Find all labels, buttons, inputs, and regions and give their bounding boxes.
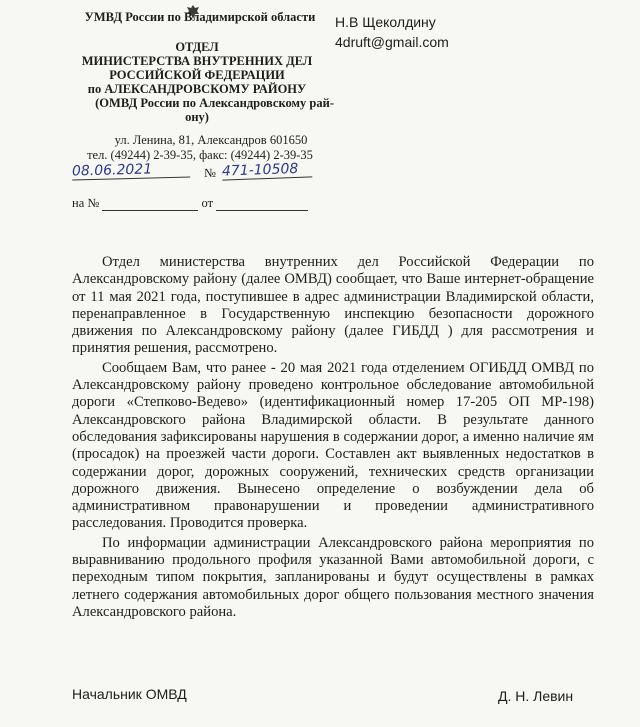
org-line: (ОМВД России по Александровскому рай- [95, 96, 334, 110]
org-line: РОССИЙСКОЙ ФЕДЕРАЦИИ [109, 68, 285, 82]
letter-body [72, 254, 594, 623]
registration-line [71, 160, 312, 184]
authority-name: УМВД России по Владимирской области [84, 10, 316, 24]
body-paragraph: Сообщаем Вам, что ранее - 20 мая 2021 года отделением ОГИБДД ОМВД по Александровскому району проведено контрольное обследование автомобильной дороги «Степково-Ведево» (идентификационный номер 17-205 ОП МР-198) Александровского района Владимирской области. В результате данного обследования зафиксированы нарушения в содержании дорог, а именно наличие ям (просадок) на проезжей части дороги. Составлен акт выявленных недостатков в содержании дорог, дорожных сооружений, технических средств организации дорожного движения. Вынесено определение о возбуждении дела об административном правонарушении и проведении административного расследования. Проводится проверка. [72, 359, 594, 532]
organization-block [60, 40, 334, 124]
registration-number: 471-10508 [222, 160, 313, 180]
ref-from: от [201, 196, 214, 210]
org-phones: тел. (49244) 2-39-35, факс: (49244) 2-39-35 [87, 148, 313, 162]
address-block [70, 133, 330, 163]
org-line: ону) [185, 110, 209, 124]
signatory-name: Д. Н. Левин [498, 688, 574, 704]
ref-date-blank [216, 198, 308, 211]
registration-date: 08.06.2021 [72, 160, 190, 180]
org-line: МИНИСТЕРСТВА ВНУТРЕННИХ ДЕЛ [81, 54, 313, 68]
body-paragraph: Отдел министерства внутренних дел Российской Федерации по Александровскому району (далее ОМВД) сообщает, что Ваше интернет-обращение от 11 мая 2021 года, поступившее в адрес администрации Владимирской области, перенаправленное в Государственную инспекцию безопасности дорожного движения по Александровскому району (далее ГИБДД ) для рассмотрения и принятия решения, рассмотрено. [72, 254, 594, 357]
org-address: ул. Ленина, 81, Александров 601650 [114, 133, 308, 147]
org-line: ОТДЕЛ [175, 40, 219, 54]
recipient-block [335, 12, 449, 52]
org-line: по АЛЕКСАНДРОВСКОМУ РАЙОНУ [87, 82, 307, 96]
body-paragraph: По информации администрации Александровского района мероприятия по выравниванию продольного профиля указанной Вами автомобильной дороги, с переходным типом покрытия, запланированы и будут осуществлены в рамках летнего содержания автомобильных дорог общего пользования местного значения Александровского района. [72, 534, 594, 620]
reference-line [72, 196, 308, 211]
number-sign: № [204, 166, 216, 180]
ref-number-blank [102, 198, 198, 211]
recipient-email: 4druft@gmail.com [335, 34, 449, 50]
signatory-position: Начальник ОМВД [72, 686, 187, 702]
recipient-name: Н.В Щеколдину [335, 14, 436, 30]
ref-prefix: на № [72, 196, 100, 210]
